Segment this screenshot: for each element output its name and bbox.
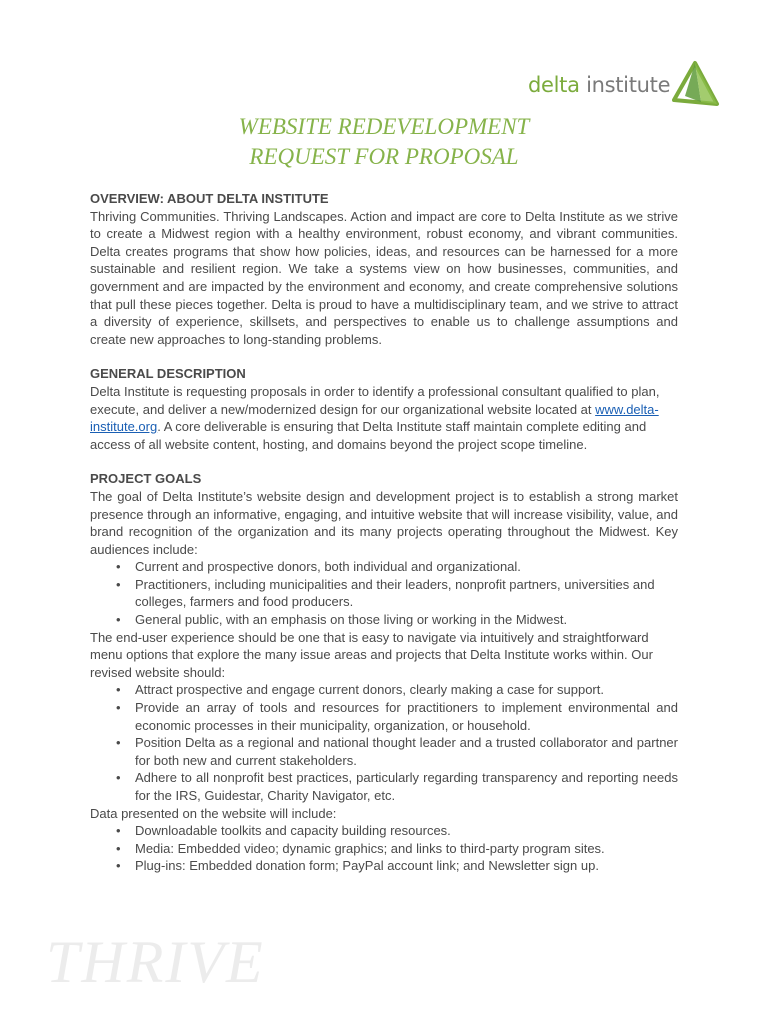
triangle-logo-icon xyxy=(671,60,721,110)
logo-wordmark: delta institute xyxy=(528,73,671,97)
audiences-list xyxy=(90,558,678,628)
list-item: • General public, with an emphasis on those living or working in the Midwest. xyxy=(135,611,678,629)
overview-section xyxy=(90,190,678,348)
general-description-section xyxy=(90,365,678,453)
project-goals-heading: PROJECT GOALS xyxy=(90,471,202,487)
project-goals-section xyxy=(90,470,678,875)
website-link[interactable]: www.delta-institute.org xyxy=(90,401,659,435)
data-items-list xyxy=(90,822,678,875)
general-description-heading: GENERAL DESCRIPTION xyxy=(90,366,246,382)
experience-intro: The end-user experience should be one that is easy to navigate via intuitively and straightforward menu options that explore the many issue areas and projects that Delta Institute works within. Our revised website should: xyxy=(90,629,653,680)
website-goals-list xyxy=(90,681,678,804)
overview-heading: OVERVIEW: ABOUT DELTA INSTITUTE xyxy=(90,191,329,206)
general-description-body: Delta Institute is requesting proposals in order to identify a professional consultant qualified to plan, execute, and deliver a new/modernized design for our organizational website located at www.delta-institute.org. A core deliverable is ensuring that Delta Institute staff maintain complete editing and access of all website content, hosting, and domains beyond the project scope timeline. xyxy=(90,383,660,452)
list-item: • Position Delta as a regional and national thought leader and a trusted collaborator and partner for both new and current stakeholders. xyxy=(135,734,678,769)
project-goals-intro: The goal of Delta Institute’s website design and development project is to establish a strong market presence through an informative, engaging, and intuitive website that will increase visibility, value, and brand recognition of the organization and its many projects operating throughout the Midwest. Key audiences include: xyxy=(90,488,678,557)
list-item: • Adhere to all nonprofit best practices, particularly regarding transparency and reporting needs for the IRS, Guidestar, Charity Navigator, etc. xyxy=(135,769,678,804)
list-item: • Practitioners, including municipalities and their leaders, nonprofit partners, universities and colleges, farmers and food producers. xyxy=(135,576,678,611)
list-item: • Current and prospective donors, both individual and organizational. xyxy=(135,558,678,576)
title-line-1: WEBSITE REDEVELOPMENT xyxy=(238,114,530,139)
list-item: • Provide an array of tools and resources for practitioners to implement environmental and economic processes in their municipality, organization, or household. xyxy=(135,699,678,734)
list-item: • Attract prospective and engage current donors, clearly making a case for support. xyxy=(135,681,678,699)
list-item: • Media: Embedded video; dynamic graphics; and links to third-party program sites. xyxy=(135,840,678,858)
document-title xyxy=(0,112,768,172)
list-item: • Plug-ins: Embedded donation form; PayPal account link; and Newsletter sign up. xyxy=(135,857,678,875)
overview-body: Thriving Communities. Thriving Landscapes. Action and impact are core to Delta Institute as we strive to create a Midwest region with a healthy environment, robust economy, and vibrant communities. Delta creates programs that show how policies, ideas, and resources can be harnessed for a more sustainable and resilient region. We take a systems view on how businesses, communities, and government and are impacted by the environment and economy, and create comprehensive solutions that pull these pieces together. Delta is proud to have a multidisciplinary team, and we strive to attract a diversity of experience, skillsets, and perspectives to enable us to challenge assumptions and create new approaches to long-standing problems. xyxy=(90,208,678,347)
title-line-2: REQUEST FOR PROPOSAL xyxy=(249,144,519,169)
document-body xyxy=(90,190,678,875)
list-item: • Downloadable toolkits and capacity building resources. xyxy=(135,822,678,840)
data-intro: Data presented on the website will include: xyxy=(90,805,337,821)
delta-institute-logo xyxy=(528,60,721,110)
thrive-watermark: THRIVE xyxy=(46,929,265,995)
